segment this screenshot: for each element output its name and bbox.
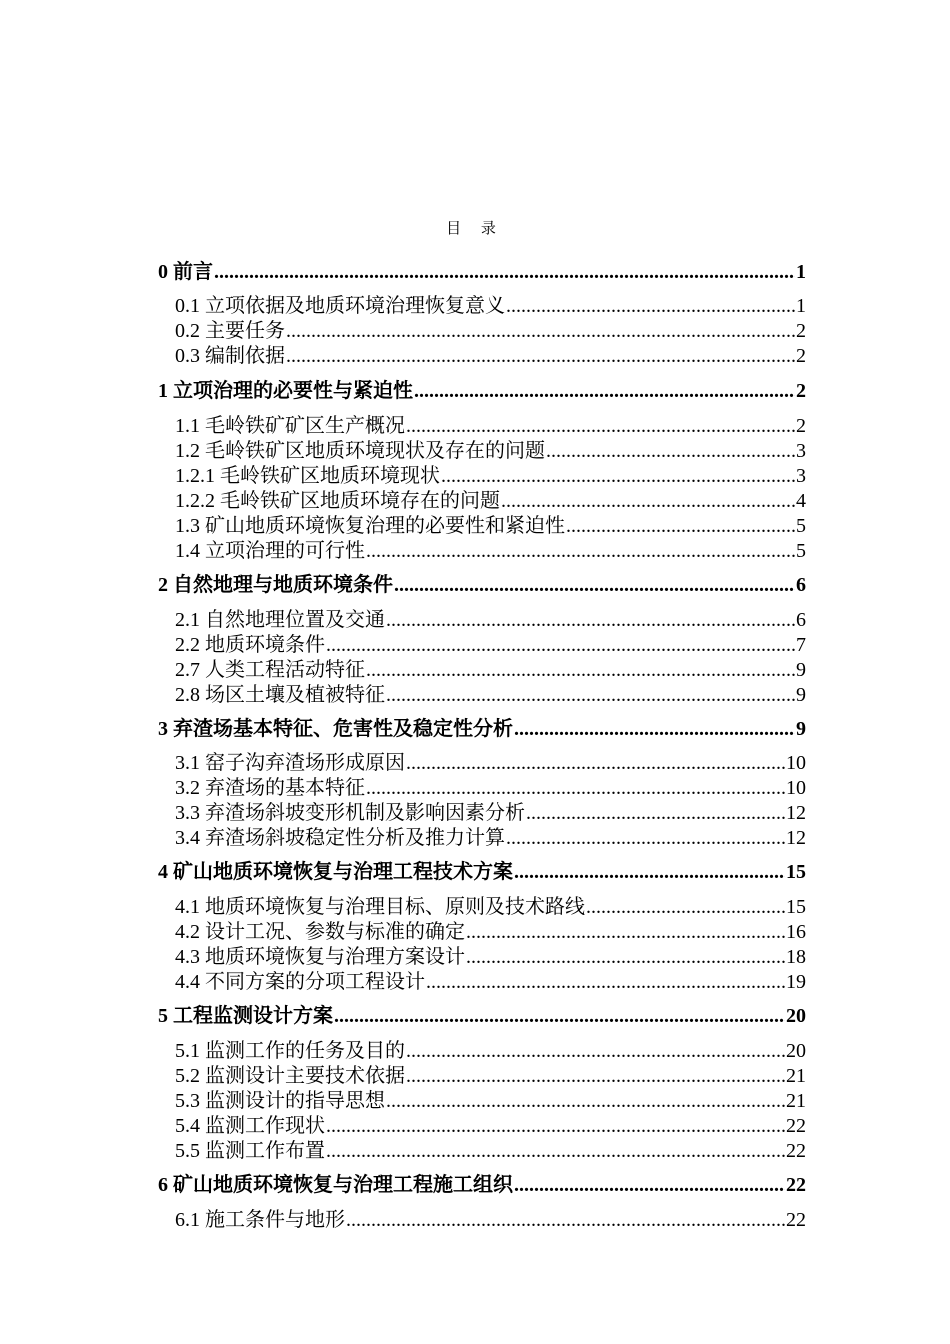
- toc-entry-label: 0.1 立项依据及地质环境治理恢复意义: [175, 295, 505, 317]
- toc-section-entry[interactable]: [175, 1114, 806, 1139]
- toc-entry-label: 4 矿山地质环境恢复与治理工程技术方案: [158, 861, 513, 883]
- toc-dot-leader: [326, 1114, 785, 1139]
- toc-entry-label: 2.1 自然地理位置及交通: [175, 609, 385, 631]
- toc-dot-leader: [366, 776, 785, 801]
- toc-dot-leader: [506, 294, 795, 319]
- toc-dot-leader: [426, 970, 785, 995]
- toc-entry-label: 5.2 监测设计主要技术依据: [175, 1065, 405, 1087]
- toc-entry-label: 3.2 弃渣场的基本特征: [175, 777, 365, 799]
- toc-entry-label: 4.3 地质环境恢复与治理方案设计: [175, 946, 465, 968]
- toc-entry-label: 0.2 主要任务: [175, 320, 285, 342]
- toc-chapter-entry[interactable]: [158, 260, 806, 285]
- toc-section-entry[interactable]: [175, 826, 806, 851]
- toc-section-entry[interactable]: [175, 1139, 806, 1164]
- toc-dot-leader: [441, 464, 795, 489]
- toc-dot-leader: [406, 1039, 785, 1064]
- toc-dot-leader: [214, 260, 795, 285]
- toc-page-number: 1: [796, 261, 806, 283]
- toc-page-number: 6: [796, 574, 806, 596]
- toc-section-entry[interactable]: [175, 895, 806, 920]
- toc-section-entry[interactable]: [175, 1064, 806, 1089]
- toc-dot-leader: [386, 608, 795, 633]
- toc-entry-label: 1.2 毛岭铁矿区地质环境现状及存在的问题: [175, 440, 545, 462]
- toc-section-entry[interactable]: [175, 945, 806, 970]
- toc-entry-label: 1.4 立项治理的可行性: [175, 540, 365, 562]
- toc-dot-leader: [526, 801, 785, 826]
- toc-dot-leader: [586, 895, 785, 920]
- toc-dot-leader: [326, 1139, 785, 1164]
- toc-section-entry[interactable]: [175, 633, 806, 658]
- toc-entry-label: 5.1 监测工作的任务及目的: [175, 1040, 405, 1062]
- toc-section-entry[interactable]: [175, 751, 806, 776]
- toc-entry-label: 5 工程监测设计方案: [158, 1005, 333, 1027]
- toc-page-number: 9: [796, 659, 806, 681]
- toc-section-entry[interactable]: [175, 489, 806, 514]
- toc-entry-label: 5.4 监测工作现状: [175, 1115, 325, 1137]
- toc-page-number: 2: [796, 345, 806, 367]
- toc-section-entry[interactable]: [175, 801, 806, 826]
- toc-dot-leader: [466, 920, 785, 945]
- toc-page-number: 22: [786, 1174, 806, 1196]
- toc-chapter-entry[interactable]: [158, 1173, 806, 1198]
- toc-page-number: 2: [796, 380, 806, 402]
- toc-dot-leader: [514, 717, 795, 742]
- toc-section-entry[interactable]: [175, 294, 806, 319]
- toc-dot-leader: [406, 751, 785, 776]
- toc-chapter-entry[interactable]: [158, 717, 806, 742]
- toc-dot-leader: [366, 658, 795, 683]
- toc-entry-label: 4.4 不同方案的分项工程设计: [175, 971, 425, 993]
- page-title: 目 录: [446, 221, 504, 237]
- toc-dot-leader: [386, 1089, 785, 1114]
- toc-entry-label: 1 立项治理的必要性与紧迫性: [158, 380, 413, 402]
- toc-dot-leader: [501, 489, 795, 514]
- toc-entry-label: 3.4 弃渣场斜坡稳定性分析及推力计算: [175, 827, 505, 849]
- toc-page-number: 5: [796, 540, 806, 562]
- toc-dot-leader: [286, 319, 795, 344]
- toc-page-number: 22: [786, 1209, 806, 1231]
- toc-section-entry[interactable]: [175, 439, 806, 464]
- toc-chapter-entry[interactable]: [158, 860, 806, 885]
- toc-page-number: 6: [796, 609, 806, 631]
- toc-section-entry[interactable]: [175, 1039, 806, 1064]
- toc-page-number: 3: [796, 465, 806, 487]
- toc-section-entry[interactable]: [175, 414, 806, 439]
- toc-section-entry[interactable]: [175, 658, 806, 683]
- toc-entry-label: 4.1 地质环境恢复与治理目标、原则及技术路线: [175, 896, 585, 918]
- toc-page-number: 20: [786, 1005, 806, 1027]
- toc-section-entry[interactable]: [175, 514, 806, 539]
- toc-page-number: 19: [786, 971, 806, 993]
- toc-entry-label: 2.2 地质环境条件: [175, 634, 325, 656]
- toc-section-entry[interactable]: [175, 970, 806, 995]
- toc-section-entry[interactable]: [175, 464, 806, 489]
- toc-page-number: 10: [786, 777, 806, 799]
- toc-entry-label: 1.1 毛岭铁矿矿区生产概况: [175, 415, 405, 437]
- toc-page-number: 15: [786, 861, 806, 883]
- toc-section-entry[interactable]: [175, 1089, 806, 1114]
- toc-page-number: 22: [786, 1115, 806, 1137]
- toc-page-number: 1: [796, 295, 806, 317]
- toc-page-number: 7: [796, 634, 806, 656]
- toc-entry-label: 2.8 场区土壤及植被特征: [175, 684, 385, 706]
- toc-dot-leader: [326, 633, 795, 658]
- toc-chapter-entry[interactable]: [158, 1004, 806, 1029]
- toc-chapter-entry[interactable]: [158, 379, 806, 404]
- toc-page-number: 12: [786, 827, 806, 849]
- toc-entry-label: 6.1 施工条件与地形: [175, 1209, 345, 1231]
- toc-page-number: 12: [786, 802, 806, 824]
- toc-entry-label: 3.1 窑子沟弃渣场形成原因: [175, 752, 405, 774]
- toc-entry-label: 2 自然地理与地质环境条件: [158, 574, 393, 596]
- toc-dot-leader: [546, 439, 795, 464]
- toc-entry-label: 1.3 矿山地质环境恢复治理的必要性和紧迫性: [175, 515, 565, 537]
- toc-dot-leader: [466, 945, 785, 970]
- toc-section-entry[interactable]: [175, 608, 806, 633]
- toc-page-number: 15: [786, 896, 806, 918]
- toc-dot-leader: [414, 379, 795, 404]
- toc-entry-label: 5.5 监测工作布置: [175, 1140, 325, 1162]
- toc-page-number: 16: [786, 921, 806, 943]
- toc-entry-label: 2.7 人类工程活动特征: [175, 659, 365, 681]
- toc-entry-label: 0 前言: [158, 261, 213, 283]
- toc-page-number: 20: [786, 1040, 806, 1062]
- toc-entry-label: 6 矿山地质环境恢复与治理工程施工组织: [158, 1174, 513, 1196]
- toc-section-entry[interactable]: [175, 344, 806, 369]
- toc-page-number: 3: [796, 440, 806, 462]
- toc-section-entry[interactable]: [175, 319, 806, 344]
- toc-page-number: 10: [786, 752, 806, 774]
- toc-entry-label: 1.2.1 毛岭铁矿区地质环境现状: [175, 465, 440, 487]
- toc-dot-leader: [346, 1208, 785, 1233]
- toc-entry-label: 5.3 监测设计的指导思想: [175, 1090, 385, 1112]
- toc-page-number: 9: [796, 684, 806, 706]
- toc-section-entry[interactable]: [175, 539, 806, 564]
- toc-entry-label: 4.2 设计工况、参数与标准的确定: [175, 921, 465, 943]
- toc-entry-label: 3 弃渣场基本特征、危害性及稳定性分析: [158, 718, 513, 740]
- toc-dot-leader: [394, 573, 795, 598]
- toc-page-number: 2: [796, 320, 806, 342]
- toc-entry-label: 1.2.2 毛岭铁矿区地质环境存在的问题: [175, 490, 500, 512]
- toc-dot-leader: [506, 826, 785, 851]
- toc-page-number: 5: [796, 515, 806, 537]
- toc-entry-label: 3.3 弃渣场斜坡变形机制及影响因素分析: [175, 802, 525, 824]
- toc-dot-leader: [406, 1064, 785, 1089]
- toc-dot-leader: [406, 414, 795, 439]
- toc-entry-label: 0.3 编制依据: [175, 345, 285, 367]
- toc-dot-leader: [514, 1173, 785, 1198]
- toc-page-number: 4: [796, 490, 806, 512]
- toc-chapter-entry[interactable]: [158, 573, 806, 598]
- toc-page-number: 21: [786, 1090, 806, 1112]
- toc-page-number: 22: [786, 1140, 806, 1162]
- toc-page-number: 21: [786, 1065, 806, 1087]
- toc-dot-leader: [366, 539, 795, 564]
- toc-page-number: 18: [786, 946, 806, 968]
- toc-section-entry[interactable]: [175, 776, 806, 801]
- toc-dot-leader: [286, 344, 795, 369]
- toc-section-entry[interactable]: [175, 1208, 806, 1233]
- toc-section-entry[interactable]: [175, 683, 806, 708]
- toc-section-entry[interactable]: [175, 920, 806, 945]
- toc-dot-leader: [514, 860, 785, 885]
- toc-dot-leader: [566, 514, 795, 539]
- toc-page-number: 9: [796, 718, 806, 740]
- toc-dot-leader: [334, 1004, 785, 1029]
- toc-dot-leader: [386, 683, 795, 708]
- toc-page-number: 2: [796, 415, 806, 437]
